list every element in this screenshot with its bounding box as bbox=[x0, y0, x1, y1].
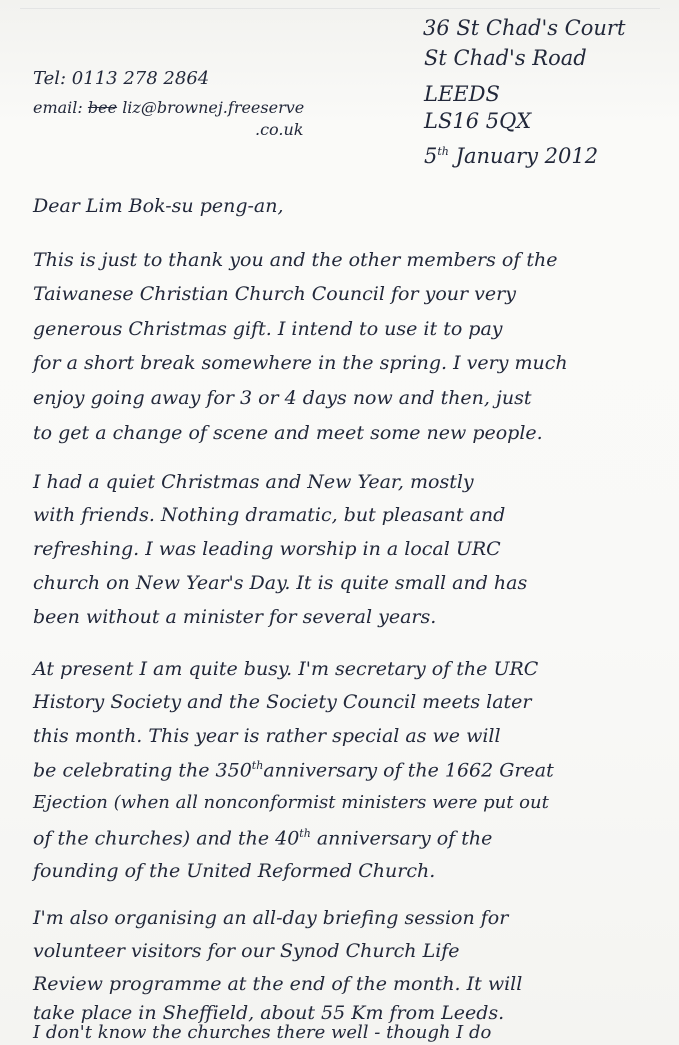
p3-line-7: founding of the United Reformed Church. bbox=[33, 860, 436, 882]
p4-line-4: take place in Sheffield, about 55 Km from Leeds. bbox=[33, 1002, 505, 1024]
p3-line-2: History Society and the Society Council meets later bbox=[33, 691, 532, 713]
p4-line-1: I'm also organising an all-day briefing session for bbox=[33, 907, 509, 929]
address-line-4: LS16 5QX bbox=[424, 109, 532, 133]
email-line bbox=[33, 100, 304, 116]
date-rest: January 2012 bbox=[448, 144, 599, 168]
p1-line-2 bbox=[33, 285, 516, 304]
p4-line-3: Review programme at the end of the month. It will bbox=[33, 973, 523, 995]
p2-line-1: I had a quiet Christmas and New Year, mostly bbox=[33, 471, 474, 493]
email-label: email: bbox=[33, 98, 83, 117]
p4-line-5: I don't know the churches there well - though I do bbox=[33, 1022, 492, 1043]
p4-line-2: volunteer visitors for our Synod Church Life bbox=[33, 940, 460, 962]
email-address: liz@brownej.freeserve bbox=[122, 98, 305, 117]
p3-line-4 bbox=[33, 760, 554, 780]
p1-line-6: to get a change of scene and meet some new people. bbox=[33, 422, 543, 444]
p2-line-4: church on New Year's Day. It is quite small and has bbox=[33, 572, 528, 594]
letter-date bbox=[424, 146, 598, 167]
p2-line-2: with friends. Nothing dramatic, but pleasant and bbox=[33, 504, 506, 526]
address-line-2: St Chad's Road bbox=[424, 46, 587, 70]
email-struck-text: bee bbox=[87, 98, 118, 117]
p1-line-3: generous Christmas gift. I intend to use it to pay bbox=[33, 318, 503, 340]
p1-line-5: enjoy going away for 3 or 4 days now and then, just bbox=[33, 387, 532, 409]
p3-line-6-b: anniversary of the bbox=[310, 827, 493, 850]
p1-line-2-text: Taiwanese Christian Church Council for your very bbox=[33, 283, 516, 305]
p3-line-1: At present I am quite busy. I'm secretary of the URC bbox=[33, 658, 539, 680]
address-line-3: LEEDS bbox=[424, 82, 500, 106]
p2-line-5: been without a minister for several years. bbox=[33, 606, 437, 628]
p3-line-4-b: anniversary of the 1662 Great bbox=[263, 759, 554, 782]
p3-line-6 bbox=[33, 828, 492, 848]
telephone: Tel: 0113 278 2864 bbox=[33, 68, 210, 89]
p3-line-3: this month. This year is rather special as we will bbox=[33, 725, 501, 747]
salutation: Dear Lim Bok-su peng-an, bbox=[33, 195, 284, 217]
p3-line-6-sup: th bbox=[299, 827, 311, 840]
p2-line-3: refreshing. I was leading worship in a local URC bbox=[33, 538, 501, 560]
p1-line-4: for a short break somewhere in the spring. I very much bbox=[33, 352, 568, 374]
p3-line-6-a: of the churches) and the 40 bbox=[33, 827, 300, 850]
p3-line-4-a: be celebrating the 350 bbox=[33, 759, 252, 782]
date-suffix: th bbox=[437, 145, 449, 158]
p1-line-1: This is just to thank you and the other members of the bbox=[33, 249, 558, 271]
p3-line-5: Ejection (when all nonconformist ministers were put out bbox=[33, 792, 549, 813]
date-day: 5 bbox=[424, 144, 438, 168]
address-line-1: 36 St Chad's Court bbox=[423, 16, 626, 40]
email-domain-cont: .co.uk bbox=[255, 120, 304, 139]
p3-line-4-sup: th bbox=[251, 759, 264, 772]
